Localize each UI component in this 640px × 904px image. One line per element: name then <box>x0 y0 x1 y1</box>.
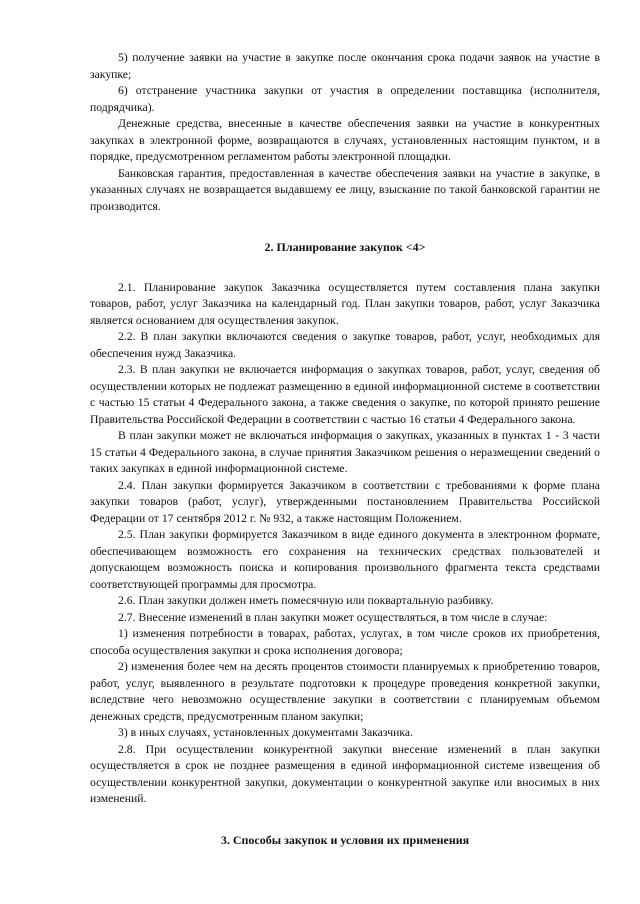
section-heading: 2. Планирование закупок <4> <box>264 240 426 254</box>
paragraph: 2.3. В план закупки не включается информация о закупках товаров, работ, услуг, сведения об осуществлении которых не подлежат размещению в единой информационной системе в соответствии с частью 15 статьи 4 Федерального закона, а также сведения о закупке, по которой принято решение Правительства Российской Федерации в соответствии с частью 16 статьи 4 Федерального закона. <box>90 363 600 426</box>
paragraph: Денежные средства, внесенные в качестве обеспечения заявки на участие в конкурентных закупках в электронной форме, возвращаются в случаях, установленных настоящим пунктом, и в порядке, предусмотренном регламентом работы электронной площадки. <box>90 117 600 163</box>
list-item: 2) изменения более чем на десять процентов стоимости планируемых к приобретению товаров, работ, услуг, выявленного в результате подготовки к процедуре проведения конкретной закупки, вследствие чего невозможно осуществление закупки в соответствии с планируемым объемом денежных средств, предусмотренным планом закупки; <box>90 660 600 723</box>
paragraph: 2.1. Планирование закупок Заказчика осуществляется путем составления плана закупки товаров, работ, услуг Заказчика на календарный год. План закупки товаров, работ, услуг Заказчика является основанием для осуществления закупок. <box>90 280 600 327</box>
paragraph: 2.4. План закупки формируется Заказчиком в соответствии с требованиями к форме плана закупки товаров (работ, услуг), утвержденными постановлением Правительства Российской Федерации от 17 сентября 2012 г. № 932, а также настоящим Положением. <box>90 478 600 525</box>
paragraph: В план закупки может не включаться информация о закупках, указанных в пунктах 1 - 3 части 15 статьи 4 Федерального закона, в случае принятия Заказчиком решения о неразмещении сведений о таких закупках в единой информационной системе. <box>90 429 600 475</box>
list-item: 3) в иных случаях, установленных документами Заказчика. <box>118 726 413 739</box>
paragraph: Банковская гарантия, предоставленная в качестве обеспечения заявки на участие в закупке, в указанных случаях не возвращается выдавшему ее лицу, взыскание по такой банковской гарантии не производится. <box>90 166 600 213</box>
paragraph: 2.5. План закупки формируется Заказчиком в виде единого документа в электронном формате, обеспечивающем возможность его сохранения на технических средствах пользователей и допускающем возможность поиска и копирования произвольного фрагмента текста средствами соответствующей программы для просмотра. <box>90 528 600 591</box>
paragraph: 6) отстранение участника закупки от участия в определении поставщика (исполнителя, подрядчика). <box>90 84 600 114</box>
paragraph: 2.2. В план закупки включаются сведения о закупке товаров, работ, услуг, необходимых для обеспечения нужд Заказчика. <box>90 330 600 360</box>
paragraph: 2.7. Внесение изменений в план закупки может осуществляться, в том числе в случае: <box>118 610 548 624</box>
list-item: 1) изменения потребности в товарах, работах, услугах, в том числе сроков их приобретения, способа осуществления закупки и срока исполнения договора; <box>90 627 600 657</box>
paragraph: 2.6. План закупки должен иметь помесячную или поквартальную разбивку. <box>118 594 494 607</box>
section-heading: 3. Способы закупок и условия их применения <box>220 832 470 847</box>
paragraph: 5) получение заявки на участие в закупке после окончания срока подачи заявок на участие в закупке; <box>90 51 600 81</box>
paragraph: 2.8. При осуществлении конкурентной закупки внесение изменений в план закупки осуществляется в срок не позднее размещения в единой информационной системе извещения об осуществлении конкурентной закупки, документации о конкурентной закупке или вносимых в них изменений. <box>90 742 600 805</box>
